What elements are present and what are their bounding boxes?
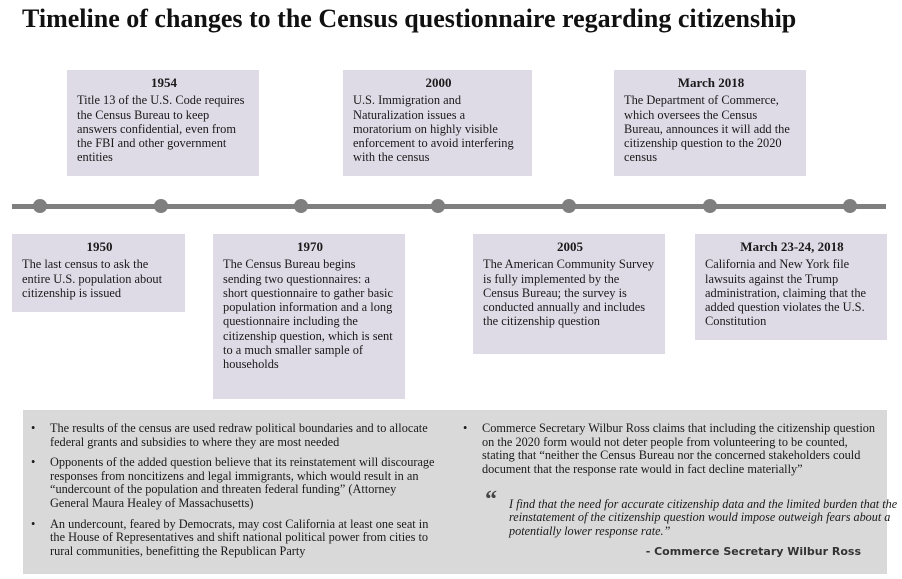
event-2005 xyxy=(473,234,665,354)
timeline-dot xyxy=(154,199,168,213)
event-text: Title 13 of the U.S. Code requires the Census Bureau to keep answers confidential, even from the FBI and other government entities xyxy=(77,93,245,165)
list-item xyxy=(455,422,881,476)
event-text: The American Community Survey is fully implemented by the Census Bureau; the survey is conducted annually and includes the citizenship question xyxy=(483,257,655,329)
note-text: The results of the census are used redraw political boundaries and to allocate federal grants and subsidies to where they are most needed xyxy=(50,421,428,449)
timeline-dot xyxy=(843,199,857,213)
timeline-dot xyxy=(294,199,308,213)
quote-icon: “ xyxy=(485,487,497,513)
note-text: An undercount, feared by Democrats, may cost California at least one seat in the House of Representatives and shift national political power from cities to rural communities, benefitting the Republican Party xyxy=(50,516,429,558)
event-text: The last census to ask the entire U.S. population about citizenship is issued xyxy=(22,257,163,300)
list-item xyxy=(23,456,435,510)
bullet-icon: • xyxy=(31,421,36,435)
timeline-dot xyxy=(562,199,576,213)
note-text: Opponents of the added question believe that its reinstatement will discourage responses from noncitizens and legal immigrants, which would result in an “undercount of the population and threaten federal funding” (Attorney General Maura Healey of Massachusetts) xyxy=(50,455,435,510)
event-1954 xyxy=(67,70,259,176)
event-text: California and New York file lawsuits against the Trump administration, claiming that the added question violates the U.S. Constitution xyxy=(705,257,867,329)
notes-panel xyxy=(23,410,898,574)
event-1970 xyxy=(213,234,405,399)
event-text: The Department of Commerce, which oversees the Census Bureau, announces it will add the citizenship question to the 2020 census xyxy=(624,93,790,165)
notes-right xyxy=(455,422,881,483)
event-year: 2005 xyxy=(557,239,583,254)
event-1950 xyxy=(12,234,185,312)
event-year: 1954 xyxy=(151,75,177,90)
timeline-dot xyxy=(33,199,47,213)
event-year: 2000 xyxy=(425,75,452,90)
bullet-icon: • xyxy=(31,455,36,470)
timeline-dot xyxy=(431,199,445,213)
event-text: The Census Bureau begins sending two questionnaires: a short questionnaire to gather basic population information and a long questionnaire including the citizenship question, which is sent to a much smaller sample of households xyxy=(223,257,393,372)
quote-block xyxy=(485,487,902,538)
bullet-icon: • xyxy=(31,516,36,531)
list-item xyxy=(23,422,435,449)
event-year: 1970 xyxy=(297,239,323,254)
note-text: Commerce Secretary Wilbur Ross claims that including the citizenship question on the 2020 form would not deter people from volunteering to be counted, stating that “neither the Census Bureau nor the concerned stakeholders could document that the response rate would in fact decline materially” xyxy=(482,421,876,476)
event-text: U.S. Immigration and Naturalization issues a moratorium on highly visible enforcement to avoid interfering with the census xyxy=(353,93,514,165)
page-title: Timeline of changes to the Census questionnaire regarding citizenship xyxy=(22,4,797,33)
list-item xyxy=(23,518,435,559)
notes-left xyxy=(23,422,435,565)
timeline-dot xyxy=(703,199,717,213)
quote-text: I find that the need for accurate citizenship data and the limited burden that the reinstatement of the citizenship question would impose outweigh fears about a potentially lower response rate.” xyxy=(509,497,898,538)
event-year: March 2018 xyxy=(677,75,745,90)
timeline-axis xyxy=(12,204,886,209)
bullet-icon: • xyxy=(463,421,468,435)
quote-attribution: - Commerce Secretary Wilbur Ross xyxy=(645,545,861,558)
event-march-23-24-2018 xyxy=(695,234,887,340)
event-2000 xyxy=(343,70,532,176)
event-year: March 23-24, 2018 xyxy=(740,239,844,254)
event-year: 1950 xyxy=(86,239,113,254)
event-march-2018 xyxy=(614,70,806,176)
